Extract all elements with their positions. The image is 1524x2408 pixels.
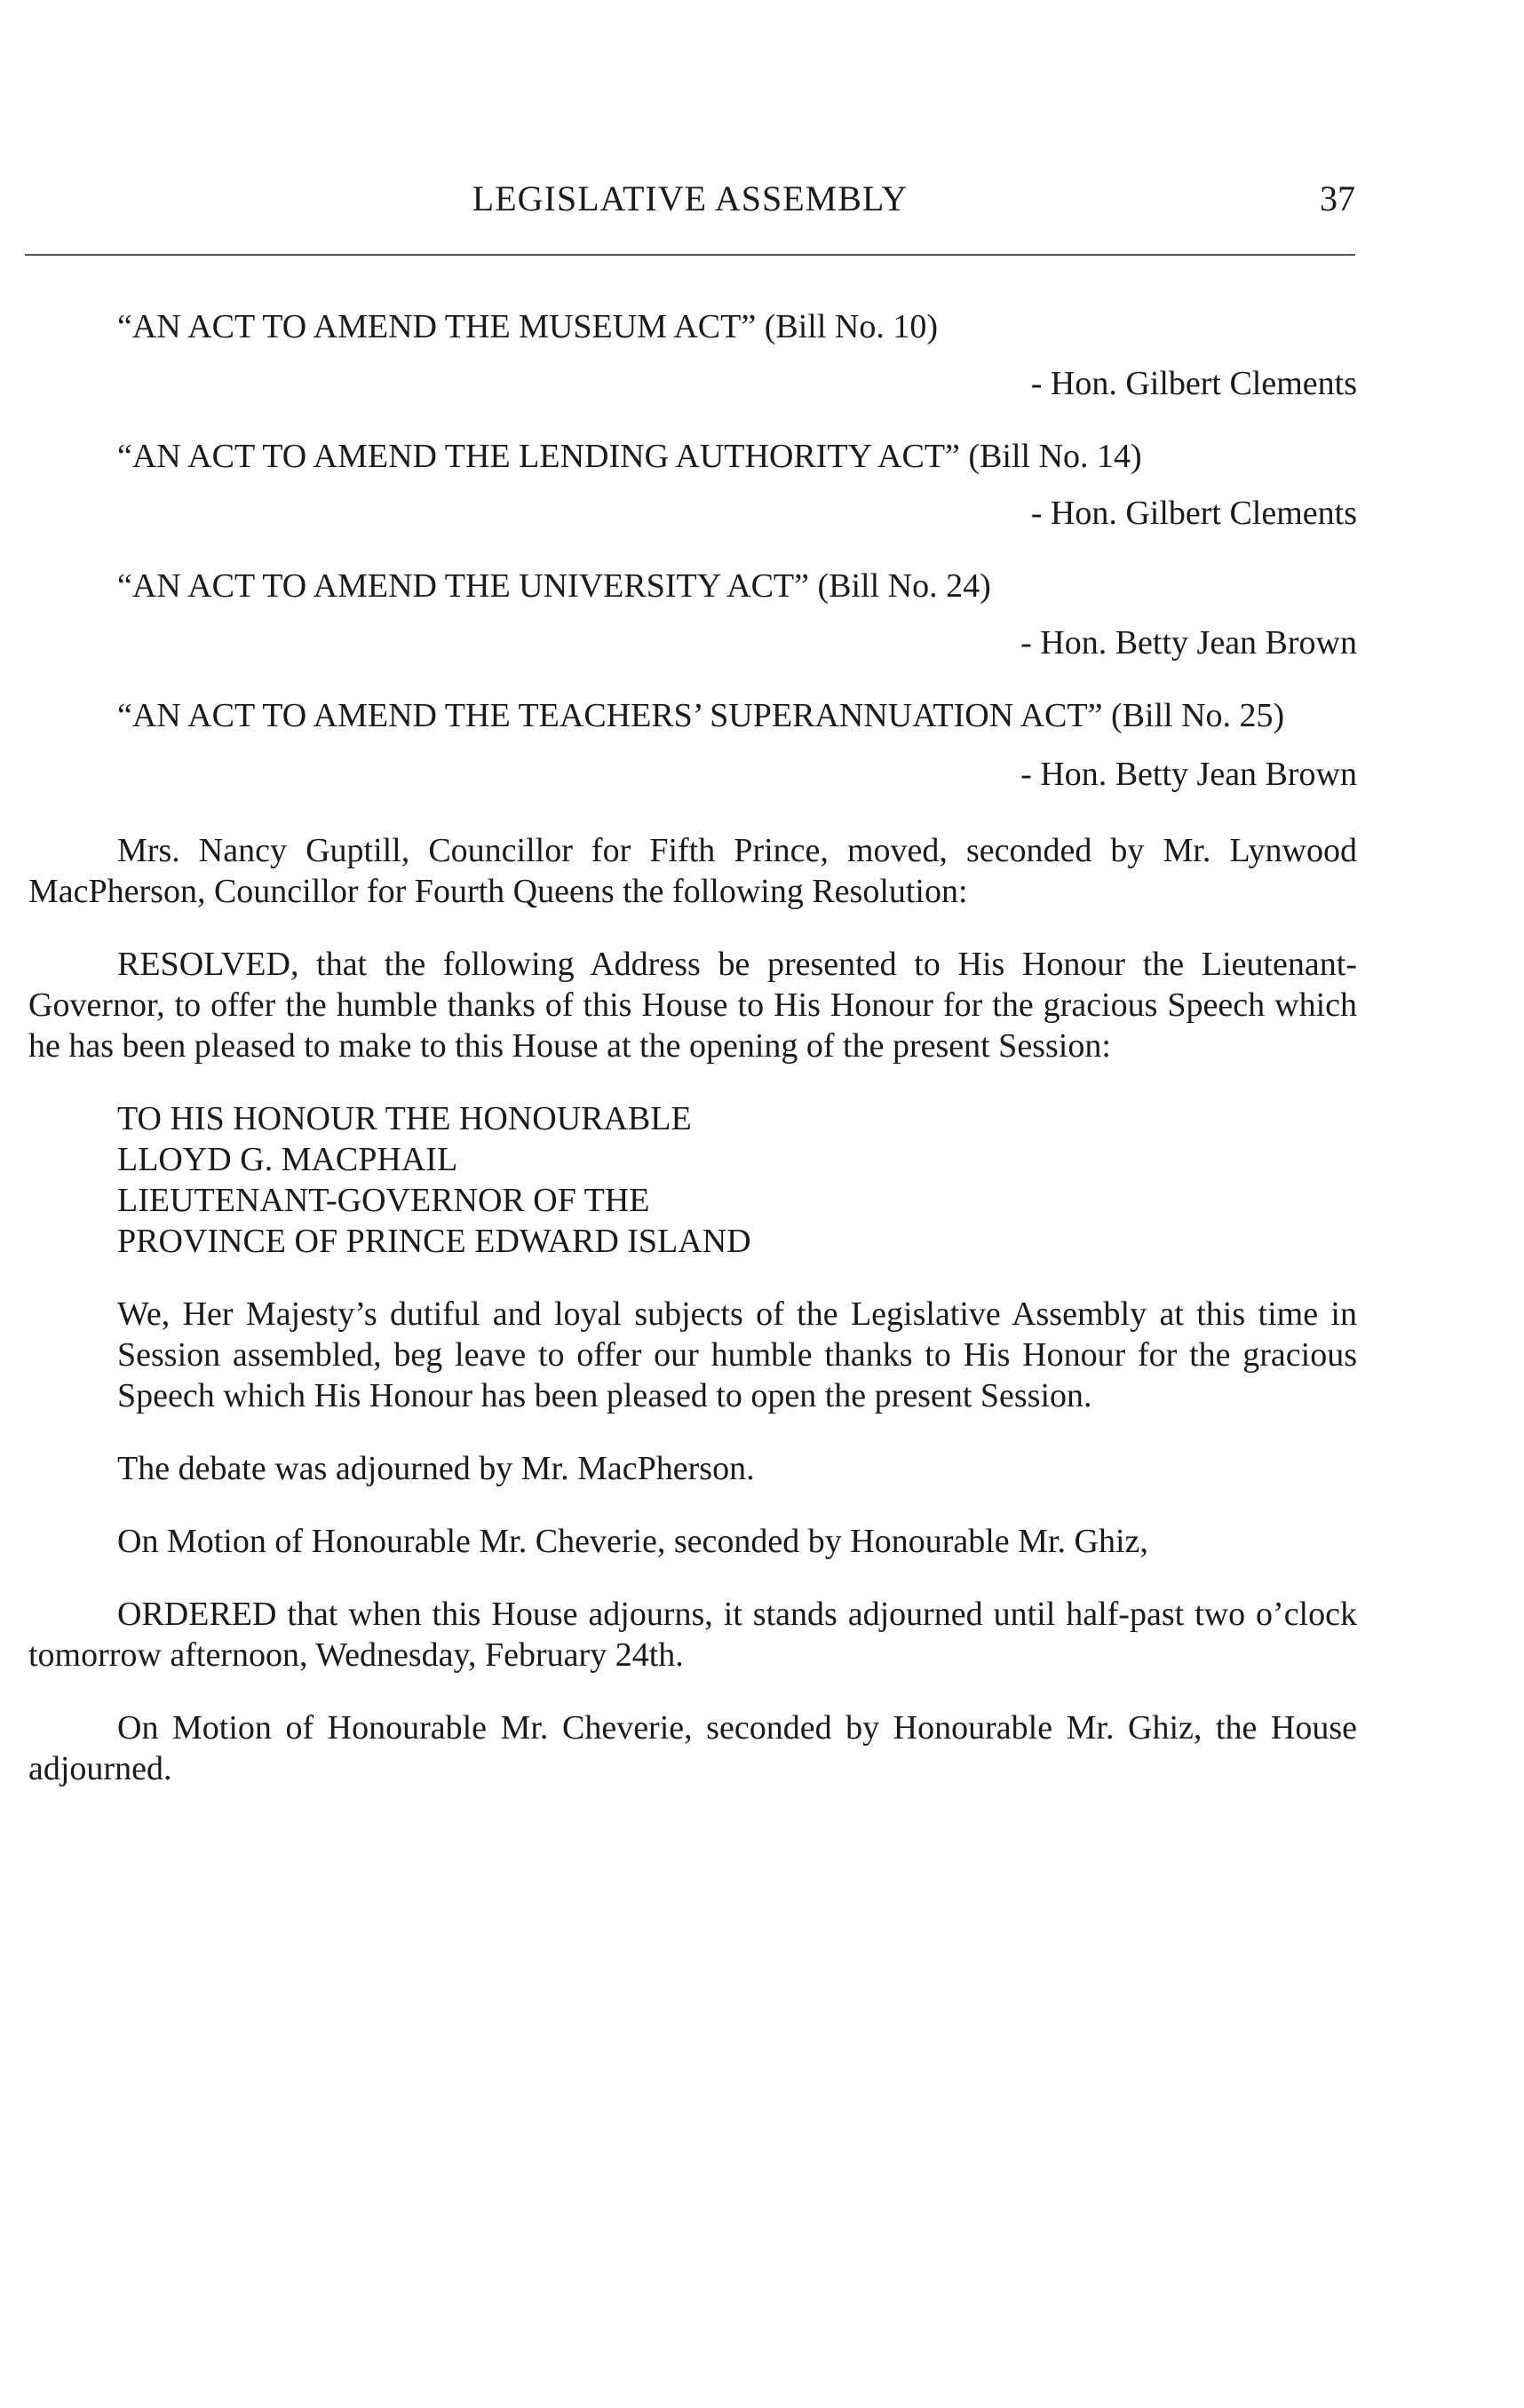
act-sponsor: - Hon. Betty Jean Brown [1020,624,1357,661]
address-heading-line: TO HIS HONOUR THE HONOURABLE [117,1100,692,1137]
act-entry [28,695,1357,795]
resolved-paragraph: RESOLVED, that the following Address be presented to His Honour the Lieutenant-Governor, to offer the humble thanks of this House to His Honour for the gracious Speech which he has been pleased to make to this House at the opening of the present Session: [28,946,1357,1065]
act-title: “AN ACT TO AMEND THE LENDING AUTHORITY ACT” (Bill No. 14) [117,438,1142,475]
act-entry [28,566,1357,663]
act-title: “AN ACT TO AMEND THE UNIVERSITY ACT” (Bill No. 24) [117,567,991,605]
address-heading-line: PROVINCE OF PRINCE EDWARD ISLAND [117,1223,751,1260]
act-entry [28,306,1357,404]
motion-paragraph: Mrs. Nancy Guptill, Councillor for Fifth Prince, moved, seconded by Mr. Lynwood MacPherson, Councillor for Fourth Queens the following Resolution: [28,832,1357,910]
act-title: “AN ACT TO AMEND THE MUSEUM ACT” (Bill No. 10) [117,308,939,345]
act-sponsor: - Hon. Gilbert Clements [1030,365,1357,402]
act-sponsor: - Hon. Betty Jean Brown [1020,756,1357,793]
address-body: We, Her Majesty’s dutiful and loyal subjects of the Legislative Assembly at this time in Session assembled, beg leave to offer our humble thanks to His Honour for the gracious Speech which His Honour has been pleased to open the present Session. [117,1295,1357,1414]
page-header [25,178,1355,231]
act-entry [28,436,1357,534]
motion-cheverie: On Motion of Honourable Mr. Cheverie, seconded by Honourable Mr. Ghiz, [117,1523,1148,1560]
address-heading-line: LIEUTENANT-GOVERNOR OF THE [117,1182,650,1219]
final-paragraph: On Motion of Honourable Mr. Cheverie, seconded by Honourable Mr. Ghiz, the House adjourned. [28,1709,1357,1787]
page-content [28,306,1357,1821]
address-heading [28,1098,1357,1262]
debate-adjourned: The debate was adjourned by Mr. MacPherson. [117,1450,755,1487]
address-heading-line: LLOYD G. MACPHAIL [117,1141,458,1178]
act-sponsor: - Hon. Gilbert Clements [1030,495,1357,532]
ordered-paragraph: ORDERED that when this House adjourns, it stands adjourned until half-past two o’clock tomorrow afternoon, Wednesday, February 24th. [28,1596,1357,1674]
header-title: LEGISLATIVE ASSEMBLY [472,178,909,218]
page-number: 37 [1320,178,1355,218]
header-rule [25,254,1355,256]
act-title: “AN ACT TO AMEND THE TEACHERS’ SUPERANNUATION ACT” (Bill No. 25) [117,697,1285,734]
